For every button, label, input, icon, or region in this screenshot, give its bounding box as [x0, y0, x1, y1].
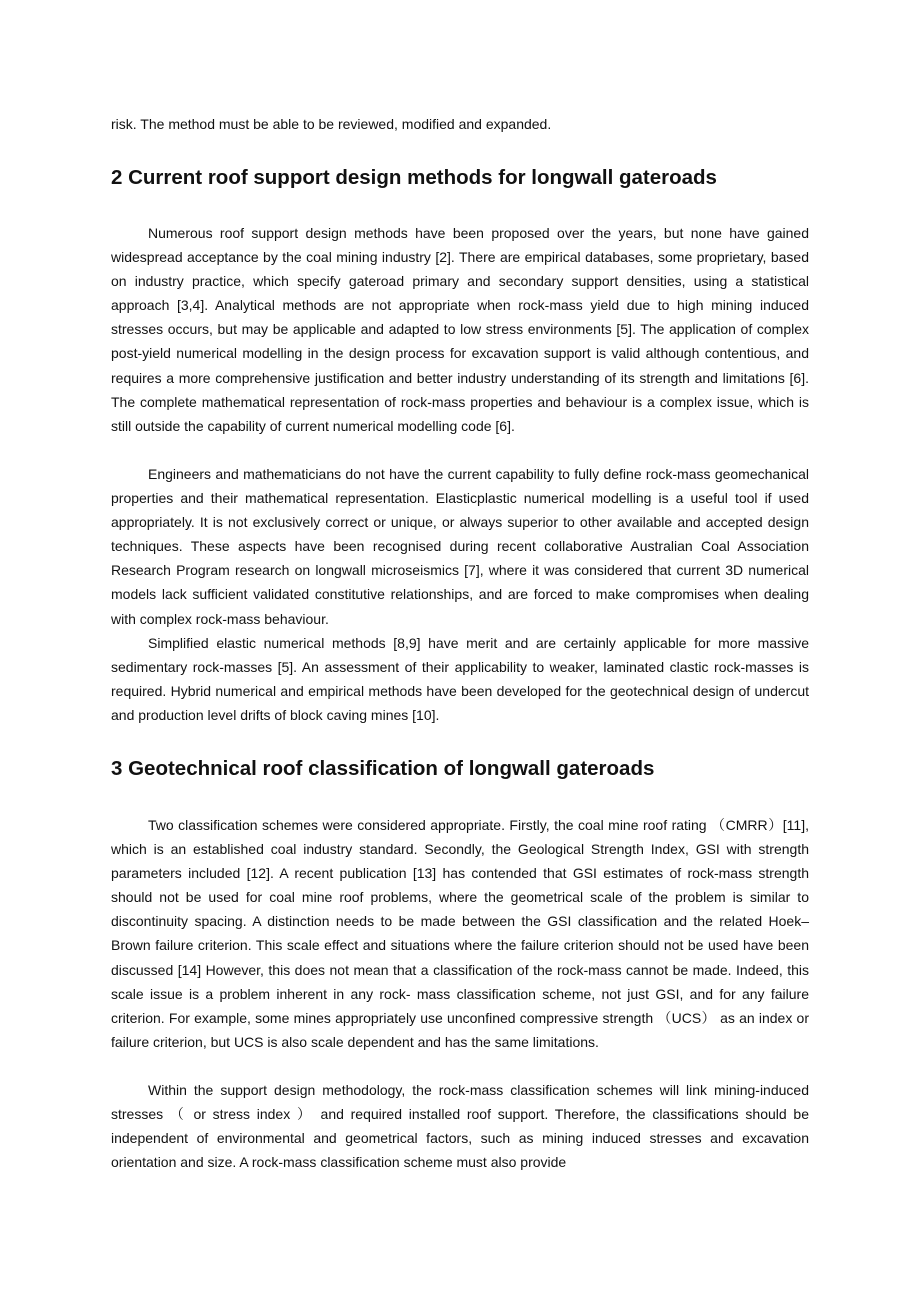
intro-line: risk. The method must be able to be reviewed, modified and expanded.: [111, 116, 552, 132]
section-2-paragraph-3: Simplified elastic numerical methods [8,9] have merit and are certainly applicable for more massive sedimentary rock-masses [5]. An assessment of their applicability to weaker, laminated clastic rock-masses is required. Hybrid numerical and empirical methods have been developed for the geotechnical design of undercut and production level drifts of block caving mines [10].: [111, 635, 809, 724]
section-2-heading: 2 Current roof support design methods for longwall gateroads: [111, 166, 717, 189]
section-3-heading: 3 Geotechnical roof classification of longwall gateroads: [111, 757, 655, 780]
section-2-paragraph-2: Engineers and mathematicians do not have the current capability to fully define rock-mass geomechanical properties and their mathematical representation. Elasticplastic numerical modelling is a useful tool if used appropriately. It is not exclusively correct or unique, or always superior to other available and accepted design techniques. These aspects have been recognised during recent collaborative Australian Coal Association Research Program research on longwall microseismics [7], where it was considered that current 3D numerical models lack sufficient validated constitutive relationships, and are forced to make compromises when dealing with complex rock-mass behaviour.: [111, 466, 809, 627]
section-2-paragraph-1: Numerous roof support design methods have been proposed over the years, but none have gained widespread acceptance by the coal mining industry [2]. There are empirical databases, some proprietary, based on industry practice, which specify gateroad primary and secondary support densities, using a statistical approach [3,4]. Analytical methods are not appropriate when rock-mass yield due to high mining induced stresses occurs, but may be applicable and adapted to low stress environments [5]. The application of complex post-yield numerical modelling in the design process for excavation support is valid although contentious, and requires a more comprehensive justification and better industry understanding of its strength and limitations [6]. The complete mathematical representation of rock-mass properties and behaviour is a complex issue, which is still outside the capability of current numerical modelling code [6].: [111, 225, 809, 434]
section-3-paragraph-2: Within the support design methodology, the rock-mass classification schemes will link mining-induced stresses （ or stress index ） and required installed roof support. Therefore, the classifications should be independent of environmental and geometrical factors, such as mining induced stresses and excavation orientation and size. A rock-mass classification scheme must also provide: [111, 1082, 809, 1171]
section-3-paragraph-1: Two classification schemes were considered appropriate. Firstly, the coal mine roof rating （CMRR）[11], which is an established coal industry standard. Secondly, the Geological Strength Index, GSI with strength parameters included [12]. A recent publication [13] has contended that GSI estimates of rock-mass strength should not be used for coal mine roof problems, where the geometrical scale of the problem is similar to discontinuity spacing. A distinction needs to be made between the GSI classification and the related Hoek–Brown failure criterion. This scale effect and situations where the failure criterion should not be used have been discussed [14] However, this does not mean that a classification of the rock-mass cannot be made. Indeed, this scale issue is a problem inherent in any rock- mass classification scheme, not just GSI, and for any failure criterion. For example, some mines appropriately use unconfined compressive strength （UCS） as an index or failure criterion, but UCS is also scale dependent and has the same limitations.: [111, 817, 809, 1050]
